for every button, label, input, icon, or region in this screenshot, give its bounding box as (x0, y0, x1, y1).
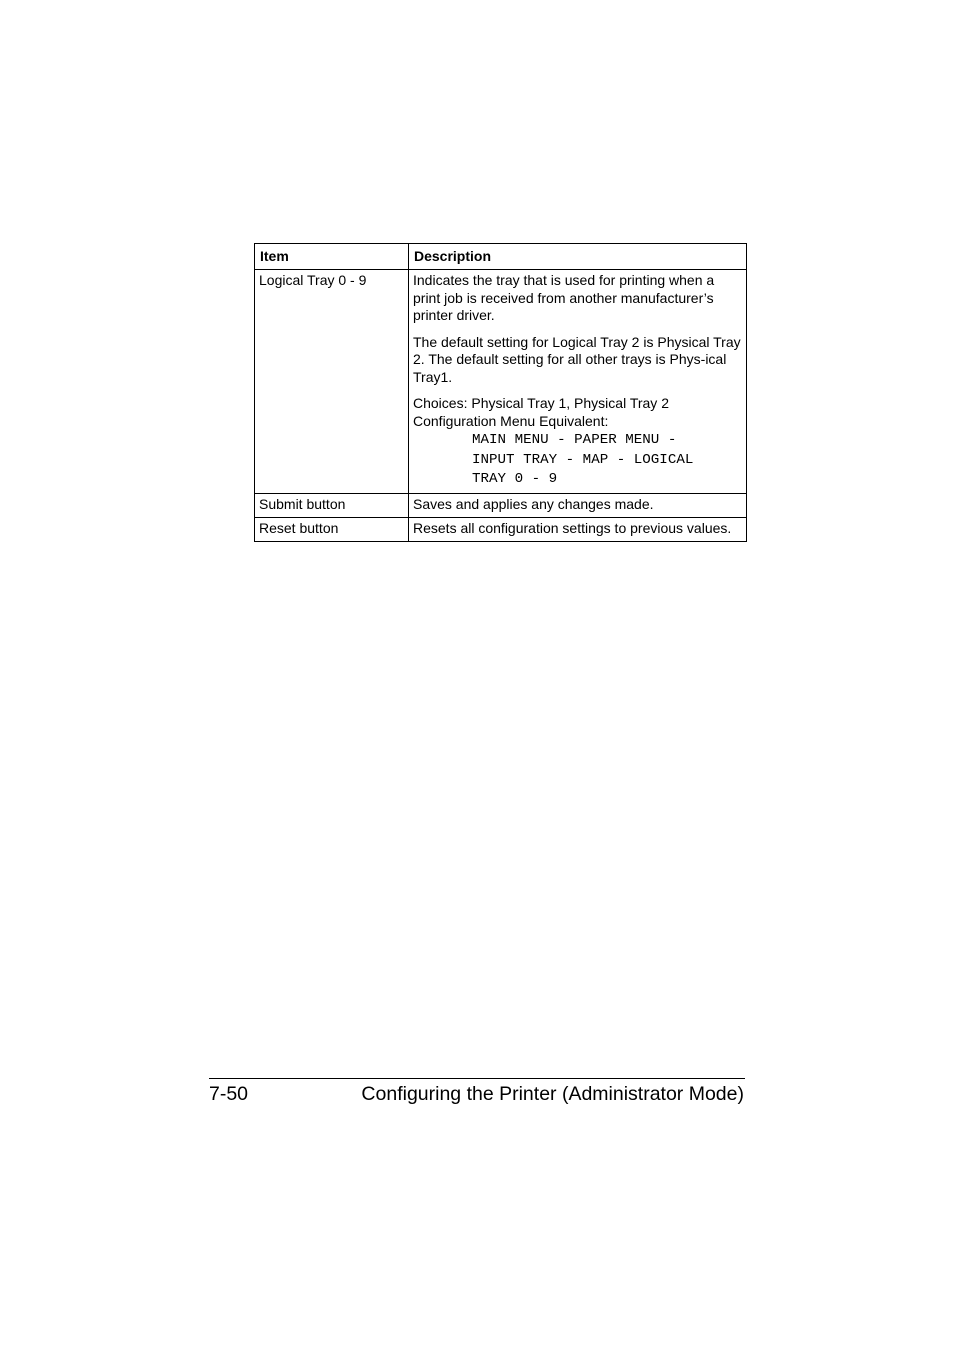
menu-path-line: INPUT TRAY - MAP - LOGICAL (472, 451, 694, 468)
table-row (255, 270, 747, 494)
choices-text: Choices: Physical Tray 1, Physical Tray 2 (413, 395, 669, 411)
description-paragraph: The default setting for Logical Tray 2 is Physical Tray 2. The default setting for all other trays is Phys-ical Tray1. (413, 333, 741, 385)
config-menu-label: Configuration Menu Equivalent: (413, 412, 609, 429)
page-number: 7-50 (209, 1083, 249, 1105)
chapter-title: Configuring the Printer (Administrator Mode) (361, 1083, 744, 1105)
menu-path-line: MAIN MENU - PAPER MENU - (472, 432, 677, 448)
description-paragraph: Indicates the tray that is used for printing when a print job is received from another manufacturer’s printer driver. (413, 272, 715, 323)
footer-divider (209, 1078, 745, 1079)
header-item: Item (255, 244, 409, 270)
settings-table (254, 243, 747, 542)
item-submit-button: Submit button (255, 493, 409, 517)
item-logical-tray: Logical Tray 0 - 9 (255, 270, 409, 494)
table-row (255, 493, 747, 517)
item-reset-button: Reset button (255, 517, 409, 541)
menu-path-line: TRAY 0 - 9 (472, 471, 558, 487)
table-header-row (255, 244, 747, 270)
menu-path (413, 431, 743, 490)
description-logical-tray (409, 270, 747, 494)
description-reset-button: Resets all configuration settings to previous values. (409, 517, 747, 541)
table-row (255, 517, 747, 541)
description-choices-block (413, 395, 743, 490)
description-submit-button: Saves and applies any changes made. (409, 493, 747, 517)
header-description: Description (409, 244, 747, 270)
